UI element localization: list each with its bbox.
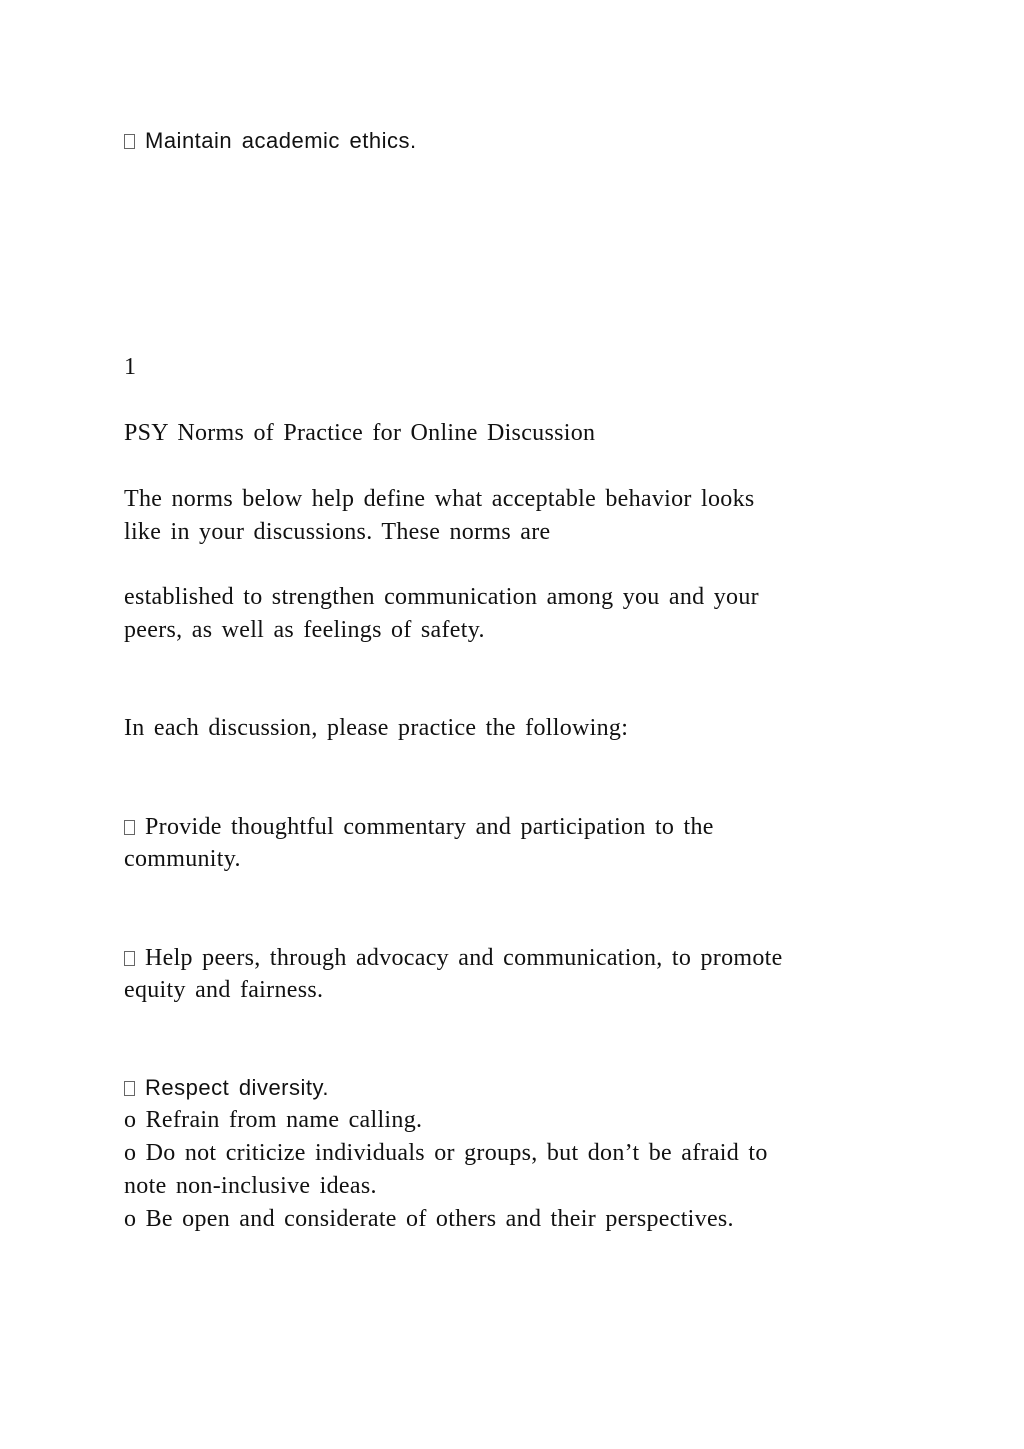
bullet-text-provide-2: community. [124, 846, 241, 872]
bullet-text-help-2: equity and fairness. [124, 977, 324, 1003]
page-number: 1 [124, 354, 136, 380]
sub-item-refrain: o Refrain from name calling. [124, 1107, 423, 1133]
sub-item-criticize-2: note non-inclusive ideas. [124, 1173, 377, 1199]
sub-item-open: o Be open and considerate of others and their perspectives. [124, 1206, 734, 1232]
bullet-text-help-1: Help peers, through advocacy and communication, to promote [145, 945, 783, 971]
bullet-item-maintain [124, 124, 417, 157]
bullet-box-icon [124, 1081, 135, 1096]
intro-line-4: peers, as well as feelings of safety. [124, 617, 485, 643]
bullet-text-respect: Respect diversity. [145, 1075, 329, 1100]
intro-line-3: established to strengthen communication among you and your [124, 584, 759, 610]
bullet-item-respect [124, 1071, 329, 1104]
bullet-box-icon [124, 820, 135, 835]
bullet-text-provide-1: Provide thoughtful commentary and participation to the [145, 814, 714, 840]
document-title: PSY Norms of Practice for Online Discussion [124, 420, 596, 446]
bullet-box-icon [124, 134, 135, 149]
bullet-item-provide [124, 811, 714, 844]
bullet-item-help [124, 942, 783, 975]
intro-line-2: like in your discussions. These norms are [124, 519, 551, 545]
intro-line-1: The norms below help define what acceptable behavior looks [124, 486, 755, 512]
bullet-text-maintain: Maintain academic ethics. [145, 128, 417, 153]
bullet-box-icon [124, 951, 135, 966]
sub-item-criticize-1: o Do not criticize individuals or groups, but don’t be afraid to [124, 1140, 768, 1166]
practice-intro: In each discussion, please practice the following: [124, 715, 629, 741]
